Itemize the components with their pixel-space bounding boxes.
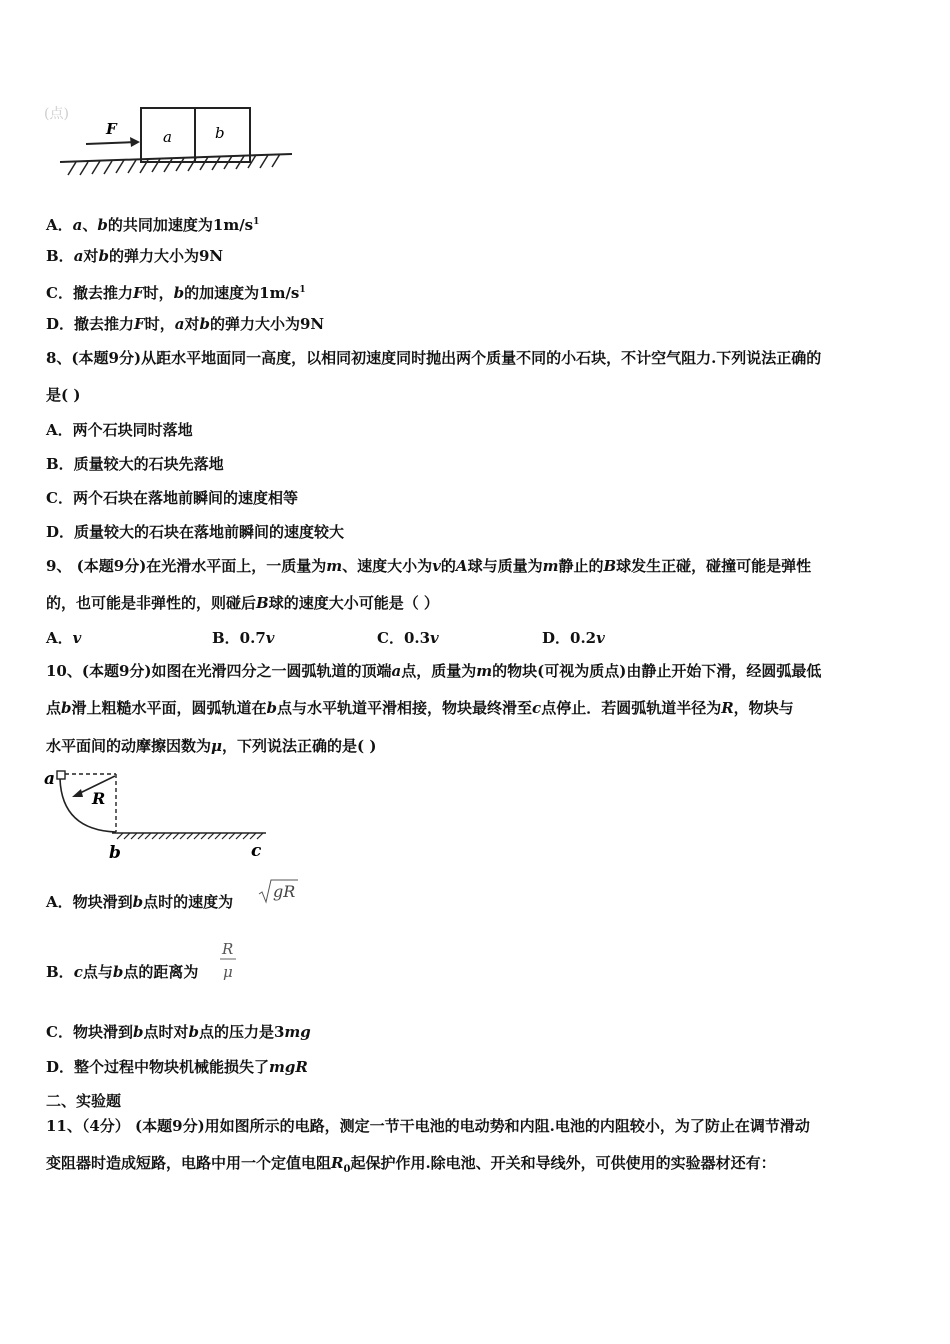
radius-label: R xyxy=(92,789,106,808)
q9-option-b: B．0.7v xyxy=(212,629,275,647)
force-arrow xyxy=(86,142,138,144)
r-over-mu-fraction xyxy=(218,936,240,986)
q8-option-c: C．两个石块在落地前瞬间的速度相等 xyxy=(46,489,298,507)
fraction-numerator: R xyxy=(222,940,234,958)
q7-option-c: C．撤去推力F时，b的加速度为$1m/s^1$ xyxy=(46,284,306,302)
q9-option-a: A．v xyxy=(46,629,82,647)
q8-stem-line1: 8、(本题9分)从距水平地面同一高度，以相同初速度同时抛出两个质量不同的小石块，不计空气阻力.下列说法正确的 xyxy=(46,349,822,367)
q10-stem-line1: 10、(本题9分)如图在光滑四分之一圆弧轨道的顶端a点，质量为m的物块(可视为质点)由静止开始下滑，经圆弧最低 xyxy=(46,662,822,680)
sqrt-radicand: gR xyxy=(273,882,296,901)
point-b-label: b xyxy=(109,843,121,863)
q7-option-b: B．a对b的弹力大小为9N xyxy=(46,247,224,265)
q7-option-d: D．撤去推力F时，a对b的弹力大小为9N xyxy=(46,315,325,333)
point-a-label: a xyxy=(44,769,56,789)
point-c-label: c xyxy=(251,841,262,861)
q9-stem-line1: 9、 (本题9分)在光滑水平面上，一质量为m、速度大小为v的A球与质量为m静止的B球发生正碰，碰撞可能是弹性 xyxy=(46,557,812,575)
q9-option-d: D．0.2v xyxy=(542,629,605,647)
section-heading-experiment: 二、实验题 xyxy=(46,1092,122,1110)
q11-stem-line1: 11、（4分） (本题9分)用如图所示的电路，测定一节干电池的电动势和内阻.电池的内阻较小，为了防止在调节滑动 xyxy=(46,1117,810,1135)
svg-text:(点): (点) xyxy=(44,106,69,122)
q9-option-c: C．0.3v xyxy=(377,629,439,647)
force-label: F xyxy=(106,120,117,138)
q7-blocks-figure xyxy=(40,96,300,188)
block-a-label: a xyxy=(163,128,172,146)
q11-stem-line2: 变阻器时造成短路，电路中用一个定值电阻$R_0$起保护作用.除电池、开关和导线外，可供使用的实验器材还有： xyxy=(46,1154,776,1175)
q8-option-b: B．质量较大的石块先落地 xyxy=(46,455,224,473)
q10-stem-line3: 水平面间的动摩擦因数为μ，下列说法正确的是( ) xyxy=(46,737,377,755)
q8-stem-line2: 是( ) xyxy=(46,386,81,404)
fraction-denominator: μ xyxy=(223,963,233,981)
q10-option-b: B．c点与b点的距离为 xyxy=(46,963,199,981)
q9-stem-line2: 的，也可能是非弹性的，则碰后B球的速度大小可能是（ ） xyxy=(46,594,439,612)
q7-option-a: A．a、b的共同加速度为$1m/s^1$ xyxy=(46,216,260,234)
q10-option-c: C．物块滑到b点时对b点的压力是3mg xyxy=(46,1023,311,1041)
sqrt-gr-formula xyxy=(258,877,300,905)
block-on-arc xyxy=(57,771,65,779)
q10-option-a: A．物块滑到b点时的速度为 xyxy=(46,893,234,911)
q10-stem-line2: 点b滑上粗糙水平面，圆弧轨道在b点与水平轨道平滑相接，物块最终滑至c点停止．若圆弧轨道半径为R，物块与 xyxy=(46,699,794,717)
q8-option-a: A．两个石块同时落地 xyxy=(46,421,193,439)
q10-option-d: D．整个过程中物块机械能损失了mgR xyxy=(46,1058,308,1076)
q8-option-d: D．质量较大的石块在落地前瞬间的速度较大 xyxy=(46,523,345,541)
block-b-label: b xyxy=(215,124,225,142)
q10-arc-track-figure xyxy=(40,764,275,864)
arc-track xyxy=(60,779,116,832)
